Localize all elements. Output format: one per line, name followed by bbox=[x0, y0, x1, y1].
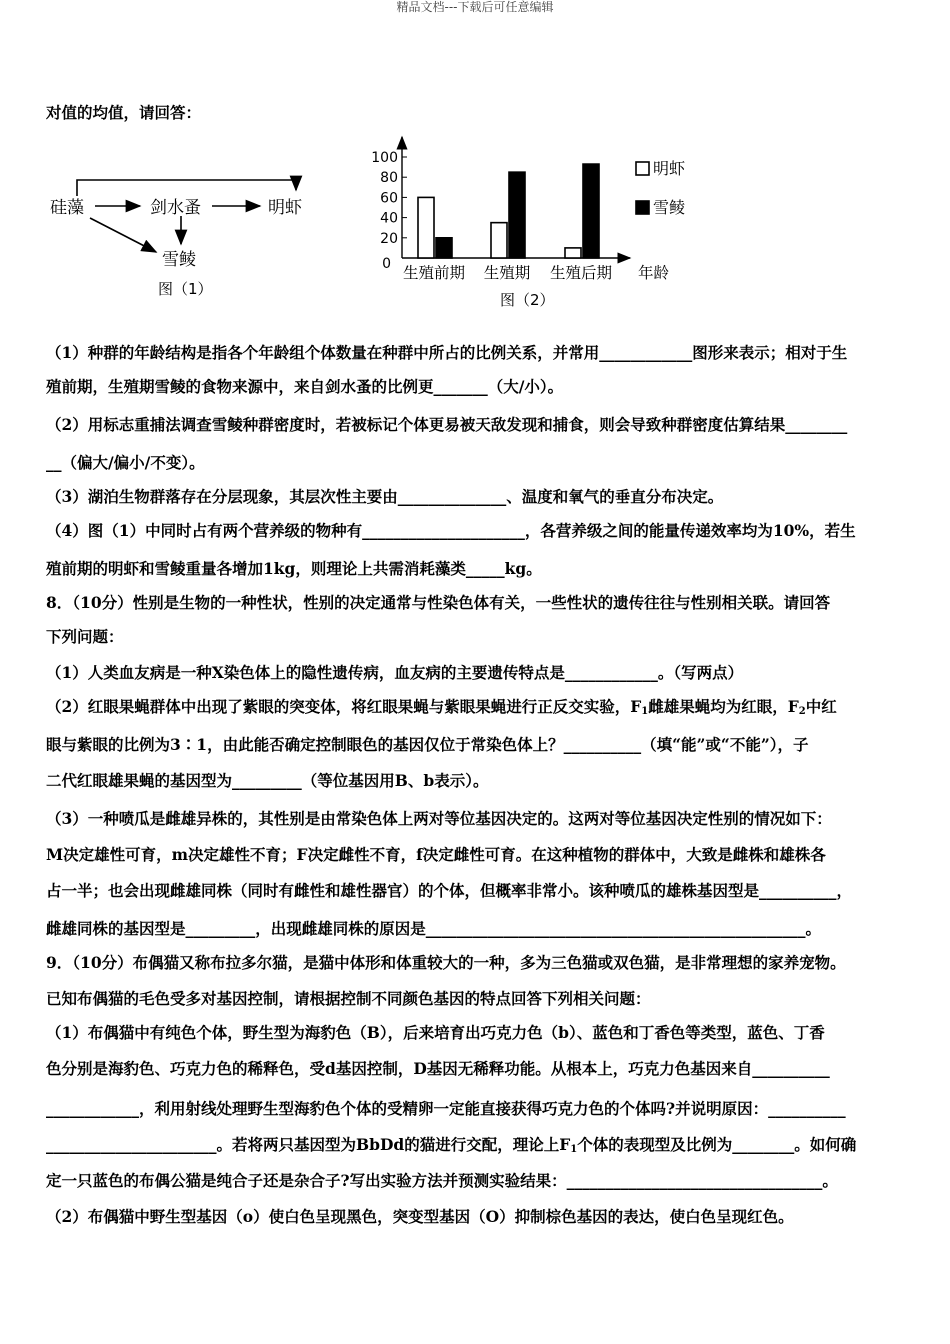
node-cyclops: 剑水蚤 bbox=[150, 198, 201, 218]
legend-swatch-fish bbox=[636, 201, 649, 214]
x-category-label: 生殖前期 bbox=[402, 264, 466, 282]
food-web-diagram bbox=[40, 160, 320, 305]
bar-shrimp bbox=[491, 223, 507, 258]
arrow-diatom-fish bbox=[90, 218, 156, 252]
paragraph-line: 8．（10分）性别是生物的一种性状，性别的决定通常与性染色体有关，一些性状的遗传往往与性别相关联。请回答 bbox=[46, 593, 831, 612]
paragraph-line: 定一只蓝色的布偶公猫是纯合子还是杂合子?写出实验方法并预测实验结果：_________________________________。 bbox=[46, 1171, 838, 1190]
paragraph-line: ______________________。若将两只基因型为BbDd的猫进行交配，理论上$F_1$个体的表现型及比例为________。如何确 bbox=[46, 1135, 857, 1155]
paragraph-line: ____________，利用射线处理野生型海豹色个体的受精卵一定能直接获得巧克力色的个体吗?并说明原因：__________ bbox=[46, 1099, 846, 1118]
legend-swatch-shrimp bbox=[636, 162, 649, 175]
y-tick-label: 0 bbox=[382, 256, 391, 272]
bar-fish bbox=[583, 164, 599, 258]
bar-shrimp bbox=[418, 197, 434, 258]
paragraph-line: __（偏大/偏小/不变）。 bbox=[46, 453, 205, 472]
y-tick-label: 60 bbox=[380, 190, 398, 207]
paragraph-line: 二代红眼雄果蝇的基因型为_________（等位基因用B、b表示）。 bbox=[46, 771, 489, 790]
node-fish: 雪鲮 bbox=[162, 250, 196, 270]
paragraph-line: 色分别是海豹色、巧克力色的稀释色，受d基因控制，D基因无稀释功能。从根本上，巧克力色基因来自__________ bbox=[46, 1059, 830, 1078]
bar-shrimp bbox=[565, 248, 581, 258]
paragraph-line: （3）一种喷瓜是雌雄异株的，其性别是由常染色体上两对等位基因决定的。这两对等位基因决定性别的情况如下： bbox=[46, 809, 832, 828]
paragraph-line: 殖前期的明虾和雪鲮重量各增加1kg，则理论上共需消耗藻类_____kg。 bbox=[46, 559, 542, 578]
node-shrimp: 明虾 bbox=[268, 198, 302, 218]
y-tick-label: 40 bbox=[380, 210, 398, 227]
paragraph-line: （4）图（1）中同时占有两个营养级的物种有_____________________，各营养级之间的能量传递效率均为10%，若生 bbox=[46, 521, 856, 540]
legend-label-fish: 雪鲮 bbox=[653, 198, 686, 217]
paragraph-line: 雌雄同株的基因型是_________，出现雌雄同株的原因是_________________________________________________。 bbox=[46, 919, 822, 938]
paragraph-line: 眼与紫眼的比例为3∶1，由此能否确定控制眼色的基因仅位于常染色体上？__________（填“能”或“不能”），子 bbox=[46, 735, 809, 754]
paragraph-line: M决定雄性可育，m决定雄性不育；F决定雌性不育，f决定雌性可育。在这种植物的群体中，大致是雌株和雄株各 bbox=[46, 845, 826, 864]
paragraph-line: （1）布偶猫中有纯色个体，野生型为海豹色（B），后来培育出巧克力色（b）、蓝色和丁香色等类型，蓝色、丁香 bbox=[46, 1023, 825, 1042]
figure1-caption: 图（1） bbox=[158, 280, 213, 298]
intro-text: 对值的均值，请回答： bbox=[46, 103, 202, 122]
x-category-label: 生殖后期 bbox=[549, 264, 613, 282]
y-tick-label: 20 bbox=[380, 230, 398, 247]
paragraph-line: （2）布偶猫中野生型基因（o）使白色呈现黑色，突变型基因（O）抑制棕色基因的表达，使白色呈现红色。 bbox=[46, 1207, 794, 1226]
paragraph-line: （1）人类血友病是一种X染色体上的隐性遗传病，血友病的主要遗传特点是____________。（写两点） bbox=[46, 663, 744, 682]
legend-label-shrimp: 明虾 bbox=[653, 159, 686, 178]
y-tick-label: 100 bbox=[371, 150, 398, 166]
paragraph-line: 已知布偶猫的毛色受多对基因控制，请根据控制不同颜色基因的特点回答下列相关问题： bbox=[46, 989, 651, 1008]
paragraph-line: （2）用标志重捕法调查雪鲮种群密度时，若被标记个体更易被天敌发现和捕食，则会导致种群密度估算结果________ bbox=[46, 415, 848, 434]
x-axis-label: 年龄 bbox=[638, 264, 670, 282]
arrow-diatom-shrimp bbox=[77, 180, 296, 196]
paragraph-line: 占一半；也会出现雌雄同株（同时有雌性和雄性器官）的个体，但概率非常小。该种喷瓜的雄株基因型是__________， bbox=[46, 881, 853, 900]
page-header: 精品文档---下载后可任意编辑 bbox=[396, 0, 554, 14]
age-structure-chart bbox=[360, 135, 700, 315]
y-tick-label: 80 bbox=[380, 170, 398, 187]
paragraph-line: （3）湖泊生物群落存在分层现象，其层次性主要由______________、温度和氧气的垂直分布决定。 bbox=[46, 487, 724, 506]
x-category-label: 生殖期 bbox=[483, 264, 531, 282]
node-diatom: 硅藻 bbox=[50, 198, 84, 218]
paragraph-line: 殖前期，生殖期雪鲮的食物来源中，来自剑水蚤的比例更_______（大/小）。 bbox=[46, 377, 564, 396]
figure2-caption: 图（2） bbox=[500, 291, 555, 309]
paragraph-line: 下列问题： bbox=[46, 627, 124, 646]
paragraph-line: （1）种群的年龄结构是指各个年龄组个体数量在种群中所占的比例关系，并常用____________图形来表示；相对于生 bbox=[46, 343, 848, 362]
paragraph-line: 9．（10分）布偶猫又称布拉多尔猫，是猫中体形和体重较大的一种，多为三色猫或双色猫，是非常理想的家养宠物。 bbox=[46, 953, 846, 972]
bar-fish bbox=[509, 172, 525, 258]
bar-fish bbox=[436, 238, 452, 258]
paragraph-line: （2）红眼果蝇群体中出现了紫眼的突变体，将红眼果蝇与紫眼果蝇进行正反交实验，$F_1$雌雄果蝇均为红眼，$F_2$中红 bbox=[46, 697, 837, 717]
